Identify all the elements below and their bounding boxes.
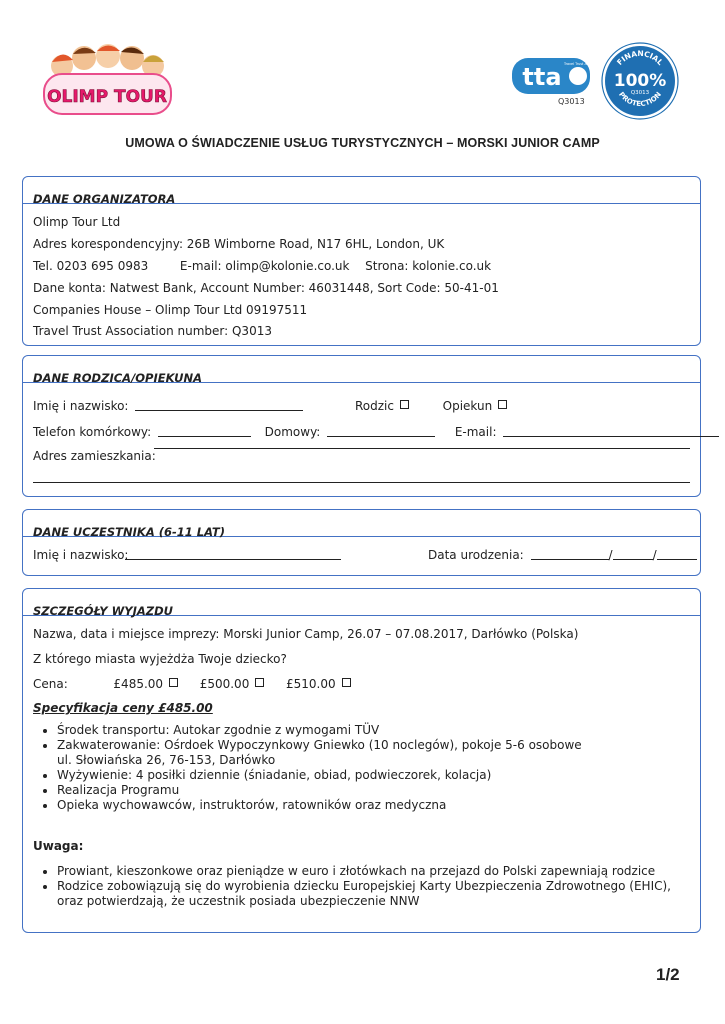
document-title: UMOWA O ŚWIADCZENIE USŁUG TURYSTYCZNYCH – MORSKI JUNIOR CAMP bbox=[125, 136, 600, 150]
parent-email-label: E-mail: bbox=[454, 425, 497, 439]
parent-address-label: Adres zamieszkania: bbox=[33, 449, 156, 463]
price-option-1: £485.00 bbox=[113, 677, 164, 691]
guardian-checkbox[interactable] bbox=[498, 400, 507, 409]
organizer-email: E-mail: olimp@kolonie.co.uk bbox=[179, 259, 350, 273]
spec-item: • Wyżywienie: 4 posiłki dziennie (śniadanie, obiad, podwieczorek, kolacja) bbox=[57, 768, 582, 783]
note-item: • Prowiant, kieszonkowe oraz pieniądze w euro i złotówkach na przejazd do Polski zapewniają rodzice bbox=[57, 864, 697, 879]
mobile-label: Telefon komórkowy: bbox=[33, 425, 152, 439]
dob-year-field[interactable] bbox=[657, 548, 697, 560]
spec-item: • Realizacja Programu bbox=[57, 783, 582, 798]
organizer-contact-row bbox=[33, 259, 491, 273]
dob-slash-1: / bbox=[608, 548, 613, 562]
parent-section bbox=[22, 355, 701, 497]
spec-item: • Opieka wychowawców, instruktorów, ratowników oraz medyczna bbox=[57, 798, 582, 813]
parent-heading: DANE RODZICA/OPIEKUNA bbox=[23, 356, 700, 383]
address-field-line-2[interactable] bbox=[33, 482, 690, 483]
home-phone-field[interactable] bbox=[327, 425, 435, 437]
trip-details-section bbox=[22, 588, 701, 933]
spec-list bbox=[33, 723, 582, 813]
organizer-bank: Dane konta: Natwest Bank, Account Number: 46031448, Sort Code: 50-41-01 bbox=[33, 281, 499, 295]
tta-logo bbox=[512, 54, 604, 106]
participant-name-field[interactable] bbox=[125, 548, 341, 560]
svg-text:Travel Trust Association: Travel Trust Association bbox=[564, 62, 604, 66]
trip-event: Nazwa, data i miejsce imprezy: Morski Junior Camp, 26.07 – 07.08.2017, Darłówko (Polska) bbox=[33, 627, 579, 641]
participant-section bbox=[22, 509, 701, 576]
svg-text:FINANCIAL: FINANCIAL bbox=[615, 48, 665, 67]
note-list bbox=[33, 864, 697, 909]
spec-heading: Specyfikacja ceny £485.00 bbox=[33, 701, 213, 715]
participant-dob-row bbox=[428, 548, 697, 562]
organizer-section bbox=[22, 176, 701, 346]
mobile-field[interactable] bbox=[158, 425, 251, 437]
participant-heading: DANE UCZESTNIKA (6-11 LAT) bbox=[23, 510, 700, 537]
svg-text:100%: 100% bbox=[613, 71, 667, 91]
parent-name-field[interactable] bbox=[135, 399, 303, 411]
parent-checkbox[interactable] bbox=[400, 400, 409, 409]
note-heading: Uwaga: bbox=[33, 839, 84, 853]
page-number: 1/2 bbox=[656, 965, 680, 984]
parent-phone-row bbox=[33, 425, 719, 439]
svg-text:tta: tta bbox=[522, 63, 562, 91]
svg-text:Q3013: Q3013 bbox=[558, 97, 585, 106]
dob-label: Data urodzenia: bbox=[428, 548, 524, 562]
organizer-tta-number: Travel Trust Association number: Q3013 bbox=[33, 324, 272, 338]
spec-item: • Zakwaterowanie: Ośrdoek Wypoczynkowy Gniewko (10 noclegów), pokoje 5-6 osobowe ul. Słowiańska 26, 76-153, Darłówko bbox=[57, 738, 582, 768]
svg-text:Q3013: Q3013 bbox=[630, 90, 650, 96]
participant-name-label: Imię i nazwisko: bbox=[33, 548, 129, 562]
organizer-heading: DANE ORGANIZATORA bbox=[23, 177, 700, 204]
price-checkbox-2[interactable] bbox=[255, 678, 264, 687]
svg-text:OLIMP TOUR: OLIMP TOUR bbox=[47, 87, 167, 107]
address-field-line-1[interactable] bbox=[154, 448, 690, 449]
trip-city-question: Z którego miasta wyjeżdża Twoje dziecko? bbox=[33, 652, 287, 666]
parent-email-field[interactable] bbox=[503, 425, 719, 437]
trip-heading: SZCZEGÓŁY WYJAZDU bbox=[23, 589, 700, 616]
organizer-companies-house: Companies House – Olimp Tour Ltd 09197511 bbox=[33, 303, 308, 317]
parent-name-row bbox=[33, 399, 507, 413]
financial-protection-badge bbox=[601, 42, 679, 120]
price-label: Cena: bbox=[33, 677, 68, 691]
guardian-option-label: Opiekun bbox=[442, 399, 493, 413]
price-option-3: £510.00 bbox=[285, 677, 336, 691]
home-phone-label: Domowy: bbox=[264, 425, 321, 439]
price-checkbox-3[interactable] bbox=[342, 678, 351, 687]
spec-item: • Środek transportu: Autokar zgodnie z wymogami TÜV bbox=[57, 723, 582, 738]
organizer-address: Adres korespondencyjny: 26B Wimborne Road, N17 6HL, London, UK bbox=[33, 237, 445, 251]
price-checkbox-1[interactable] bbox=[169, 678, 178, 687]
organizer-phone: Tel. 0203 695 0983 bbox=[33, 259, 149, 273]
dob-day-field[interactable] bbox=[531, 548, 609, 560]
dob-slash-2: / bbox=[652, 548, 657, 562]
organizer-website: Strona: kolonie.co.uk bbox=[365, 259, 492, 273]
olimp-tour-logo bbox=[40, 42, 175, 124]
organizer-name: Olimp Tour Ltd bbox=[33, 215, 121, 229]
trip-price-row bbox=[33, 677, 351, 691]
price-option-2: £500.00 bbox=[199, 677, 250, 691]
svg-text:PROTECTION: PROTECTION bbox=[617, 90, 663, 109]
parent-name-label: Imię i nazwisko: bbox=[33, 399, 129, 413]
parent-option-label: Rodzic bbox=[354, 399, 394, 413]
dob-month-field[interactable] bbox=[613, 548, 653, 560]
note-item: • Rodzice zobowiązują się do wyrobienia dziecku Europejskiej Karty Ubezpieczenia Zdrowotnego (EHIC), oraz potwierdzają, że uczestnik posiada ubezpieczenie NNW bbox=[57, 879, 697, 909]
